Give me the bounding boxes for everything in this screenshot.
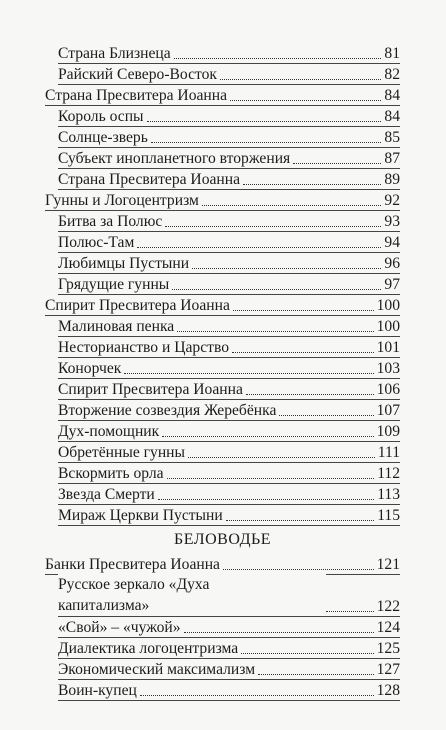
toc-entry-title: Обретённые гунны (58, 444, 188, 462)
dot-leader (223, 568, 374, 570)
toc-entry (45, 553, 400, 574)
toc-entry-title: Звезда Смерти (58, 486, 158, 504)
toc-entry-title: Диалектика логоцентризма (58, 640, 241, 658)
toc-entry-title: Гунны и Логоцентризм (45, 192, 202, 210)
dot-leader (158, 498, 374, 500)
dot-leader (162, 435, 373, 437)
dot-leader (167, 477, 375, 479)
toc-entry-page: 92 (384, 192, 400, 209)
toc-entry-page: 96 (384, 255, 400, 272)
toc-entry-title: Полюс-Там (58, 234, 137, 252)
toc-entry-page: 84 (384, 87, 400, 104)
toc-entry-title: Экономический максимализм (58, 661, 258, 679)
toc-entry-page: 112 (377, 465, 400, 482)
toc-entry-title: Солнце-зверь (58, 129, 151, 147)
dot-leader (140, 694, 374, 696)
toc-entry (45, 189, 400, 210)
toc-entry-page: 107 (376, 402, 400, 419)
toc-entry-page: 111 (377, 444, 400, 461)
toc-entry-page: 81 (384, 45, 400, 62)
dot-leader (177, 330, 373, 332)
toc-entry (45, 637, 400, 658)
toc-entry-title: Малиновая пенка (58, 318, 177, 336)
dot-leader (243, 183, 381, 185)
toc-entry-page: 106 (376, 381, 400, 398)
dot-leader (220, 78, 381, 80)
toc-entry-title: Страна Пресвитера Иоанна (58, 171, 243, 189)
toc-entry-title: Субъект инопланетного вторжения (58, 150, 293, 168)
toc-entry-title-line: капитализма» (58, 597, 150, 614)
dot-leader (326, 610, 374, 612)
toc-entry (45, 42, 400, 63)
toc-entry-title: Дух-помощник (58, 423, 162, 441)
dot-leader (258, 673, 374, 675)
section-heading: БЕЛОВОДЬЕ (174, 531, 271, 548)
toc-entry (45, 462, 400, 483)
toc-entry (45, 105, 400, 126)
toc-entry-page: 115 (377, 507, 400, 524)
toc-entry (45, 679, 400, 700)
dot-leader (226, 519, 374, 521)
toc-entry-title: «Свой» – «чужой» (58, 619, 184, 637)
toc-entry-title: Райский Северо-Восток (58, 66, 220, 84)
dot-leader (233, 309, 374, 311)
toc-entry-page: 100 (376, 318, 400, 335)
toc-entry-page: 101 (376, 339, 400, 356)
toc-entry-page: 85 (384, 129, 400, 146)
toc-entry (45, 315, 400, 336)
toc-entry-title: Несторианство и Царство (58, 339, 232, 357)
toc-entry-page: 82 (384, 66, 400, 83)
toc-entry-title: Битва за Полюс (58, 213, 165, 231)
toc-entry-page: 128 (376, 682, 400, 699)
toc-entry-page: 84 (384, 108, 400, 125)
dot-leader (232, 351, 374, 353)
toc-entry-page: 87 (384, 150, 400, 167)
dot-leader (165, 225, 381, 227)
toc-entry-page: 93 (384, 213, 400, 230)
toc-entry-page: 124 (376, 619, 400, 636)
toc-entry (45, 294, 400, 315)
toc-entry (45, 84, 400, 105)
dot-leader (279, 414, 373, 416)
toc-entry-page: 125 (376, 640, 400, 657)
toc-entry-title: Банки Пресвитера Иоанна (45, 556, 223, 574)
toc-entry-page: 121 (376, 556, 400, 573)
dot-leader (124, 372, 373, 374)
toc-entry (45, 252, 400, 273)
toc-entry-title-line: Русское зеркало «Духа (58, 576, 210, 593)
dot-leader (202, 204, 382, 206)
toc-entry (45, 483, 400, 504)
toc-entry-title: Вскормить орла (58, 465, 167, 483)
toc-entry-title: Мираж Церкви Пустыни (58, 507, 226, 525)
toc-entry-title: Воин-купец (58, 682, 140, 700)
toc-entry-title: Грядущие гунны (58, 276, 172, 294)
toc-entry-page: 97 (384, 276, 400, 293)
dot-leader (241, 652, 373, 654)
dot-leader (230, 99, 381, 101)
toc-entry-page: 109 (376, 423, 400, 440)
toc-entry-title: Спирит Пресвитера Иоанна (45, 297, 233, 315)
dot-leader (137, 246, 381, 248)
table-of-contents (45, 42, 400, 525)
dot-leader (188, 456, 375, 458)
toc-entry-page: 103 (376, 360, 400, 377)
toc-entry (45, 658, 400, 679)
toc-entry (45, 441, 400, 462)
dot-leader (246, 393, 374, 395)
toc-entry (45, 616, 400, 637)
toc-entry-title: Страна Близнеца (58, 45, 174, 63)
dot-leader (151, 141, 382, 143)
toc-entry (45, 273, 400, 294)
rule-line (58, 525, 400, 526)
toc-entry-page: 89 (384, 171, 400, 188)
toc-entry (45, 357, 400, 378)
toc-entry (45, 210, 400, 231)
table-of-contents-section (45, 553, 400, 700)
toc-entry (45, 147, 400, 168)
toc-entry-title: Конорчек (58, 360, 124, 378)
toc-entry-title: Король оспы (58, 108, 147, 126)
toc-entry (45, 504, 400, 525)
toc-entry-title: Страна Пресвитера Иоанна (45, 87, 230, 105)
toc-entry-title: Спирит Пресвитера Иоанна (58, 381, 246, 399)
dot-leader (147, 120, 382, 122)
toc-entry (45, 231, 400, 252)
dot-leader (192, 267, 381, 269)
dot-leader (184, 631, 374, 633)
toc-entry (45, 336, 400, 357)
toc-entry-page: 100 (376, 297, 400, 314)
toc-entry-title: Любимцы Пустыни (58, 255, 192, 273)
dot-leader (293, 162, 381, 164)
toc-entry (45, 574, 400, 616)
toc-entry (45, 378, 400, 399)
toc-entry-title: Вторжение созвездия Жеребёнка (58, 402, 279, 420)
toc-entry-page: 113 (377, 486, 400, 503)
toc-entry (45, 126, 400, 147)
rule-line (58, 700, 400, 701)
dot-leader (174, 57, 382, 59)
toc-entry-page: 94 (384, 234, 400, 251)
toc-entry (45, 63, 400, 84)
toc-entry-page: 122 (376, 598, 400, 615)
toc-entry (45, 399, 400, 420)
dot-leader (172, 288, 381, 290)
toc-entry (45, 168, 400, 189)
toc-entry-title (58, 574, 326, 616)
toc-entry-page: 127 (376, 661, 400, 678)
toc-entry (45, 420, 400, 441)
